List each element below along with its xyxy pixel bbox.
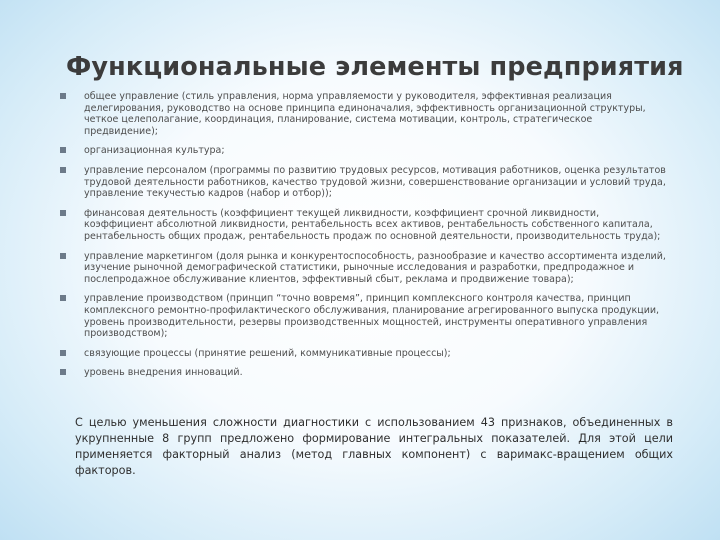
- bullet-item: [60, 251, 668, 286]
- bullet-item: [60, 367, 668, 379]
- square-bullet-icon: [60, 369, 66, 375]
- square-bullet-icon: [60, 167, 66, 173]
- bullet-text: общее управление (стиль управления, норма управляемости у руководителя, эффективная реализация делегирования, руководство на основе принципа единоначалия, эффективность организационной структуры, четкое целеполагание, координация, планирование, система мотивации, контроль, стратегическое предвидение);: [84, 91, 646, 137]
- bullet-item: [60, 348, 668, 360]
- square-bullet-icon: [60, 295, 66, 301]
- square-bullet-icon: [60, 253, 66, 259]
- bullet-item: [60, 293, 668, 339]
- square-bullet-icon: [60, 350, 66, 356]
- bullet-text: связующие процессы (принятие решений, коммуникативные процессы);: [84, 347, 451, 359]
- slide-title: Функциональные элементы предприятия: [66, 52, 684, 82]
- bullet-item: [60, 208, 668, 243]
- bullet-text: финансовая деятельность (коэффициент текущей ликвидности, коэффициент срочной ликвидности, коэффициент абсолютной ликвидности, рентабельность всех активов, рентабельность собственного капитала, рентабельность общих продаж, рентабельность продаж по основной деятельности, производительность труда);: [84, 207, 661, 242]
- bullet-text: управление персоналом (программы по развитию трудовых ресурсов, мотивация работников, оценка результатов трудовой деятельности работников, качество трудовой жизни, совершенствование организации и условий труда, управление текучестью кадров (набор и отбор));: [84, 164, 666, 200]
- square-bullet-icon: [60, 147, 66, 153]
- bullet-item: [60, 145, 668, 157]
- bullet-list: [60, 91, 668, 387]
- summary-paragraph: С целью уменьшения сложности диагностики с использованием 43 признаков, объединенных в укрупненные 8 групп предложено формирование интегральных показателей. Для этой цели применяется факторный анализ (метод главных компонент) с варимакс-вращением общих факторов.: [75, 416, 673, 477]
- square-bullet-icon: [60, 210, 66, 216]
- bullet-item: [60, 165, 668, 200]
- bullet-text: уровень внедрения инноваций.: [84, 367, 243, 379]
- bullet-text: организационная культура;: [84, 145, 225, 157]
- bullet-item: [60, 91, 668, 137]
- bullet-text: управление маркетингом (доля рынка и конкурентоспособность, разнообразие и качество ассортимента изделий, изучение рыночной демографической статистики, рыночные исследования и разработки, предпродажное и послепродажное обслуживание клиентов, эффективный сбыт, реклама и продвижение товара);: [84, 250, 666, 285]
- square-bullet-icon: [60, 93, 66, 99]
- bullet-text: управление производством (принцип “точно вовремя”, принцип комплексного контроля качества, принцип комплексного ремонтно-профилактического обслуживания, планирование агрегированного выпуска продукции, уровень производительности, резервы производственных мощностей, инструменты оперативного управления производством);: [84, 293, 660, 340]
